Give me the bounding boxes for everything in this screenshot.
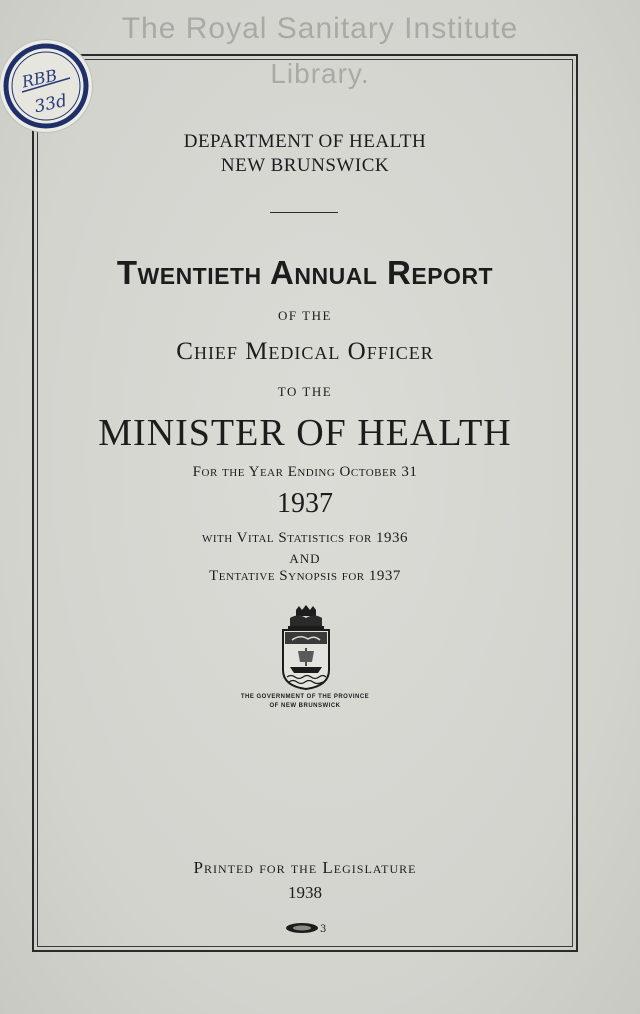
department-name: DEPARTMENT OF HEALTH <box>183 131 427 152</box>
library-stamp-line2: Library. <box>270 58 370 89</box>
province-name: NEW BRUNSWICK <box>220 155 390 176</box>
coat-of-arms-icon <box>278 604 334 690</box>
arms-caption-line2: OF NEW BRUNSWICK <box>269 703 341 709</box>
svg-text:33d: 33d <box>32 90 69 118</box>
printers-union-mark-icon <box>283 921 329 935</box>
of-the-text: OF THE <box>278 308 332 323</box>
officer-title: Chief Medical Officer <box>176 338 434 365</box>
report-title: Twentieth Annual Report <box>116 254 494 291</box>
library-seal-icon <box>0 40 92 132</box>
printed-year: 1938 <box>288 883 322 902</box>
to-the-text: TO THE <box>277 384 333 399</box>
svg-text:RBB: RBB <box>20 65 59 92</box>
and-text: AND <box>289 551 321 566</box>
tentative-synopsis-text: Tentative Synopsis for 1937 <box>209 568 401 584</box>
arms-caption-line1: THE GOVERNMENT OF THE PROVINCE <box>240 694 370 700</box>
vital-statistics-text: with Vital Statistics for 1936 <box>201 530 409 546</box>
report-year: 1937 <box>277 488 333 519</box>
library-stamp-line1: The Royal Sanitary Institute <box>121 12 519 45</box>
printed-for-text: Printed for the Legislature <box>193 858 417 877</box>
union-mark-number: 3 <box>320 924 327 935</box>
title-divider <box>270 212 338 213</box>
minister-title: MINISTER OF HEALTH <box>98 412 512 454</box>
year-ending-text: For the Year Ending October 31 <box>192 464 418 480</box>
